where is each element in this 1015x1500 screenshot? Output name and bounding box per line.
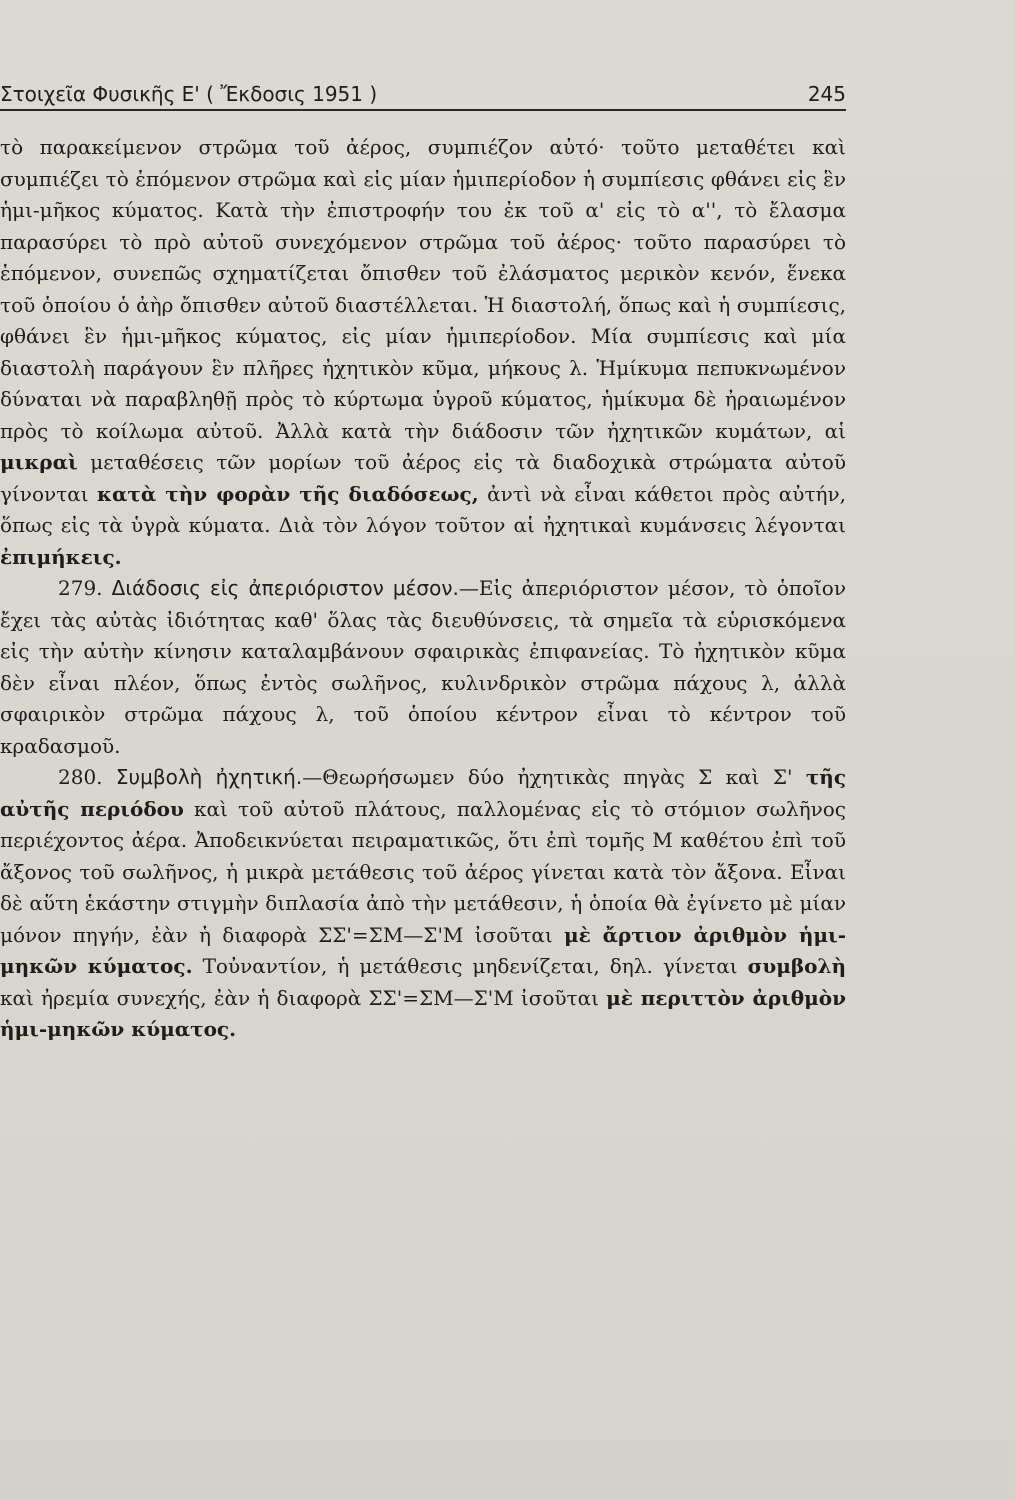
text-run: ἀντὶ νὰ εἶναι κάθετοι πρὸς αὐτήν, ὅπως εἰς τὰ ὑγρὰ κύματα. Διὰ τὸν λόγον τοῦτον αἱ ἠχητικαὶ κυμάνσεις λέγονται [0,481,847,537]
bold-term: μὲ ἄρτιον ἀριθμὸν ἡμι-μηκῶν κύματος. [0,922,847,978]
bold-term: μὲ περιττὸν ἀριθμὸν ἡμι-μηκῶν κύματος. [0,985,847,1041]
text-run: —Θεωρήσωμεν δύο ἠχητικὰς πηγὰς Σ καὶ Σ' [302,765,793,789]
bold-term: ἐπιμήκεις. [0,544,122,569]
text-run: μεταθέσεις τῶν μορίων τοῦ ἀέρος εἰς τὰ διαδοχικὰ στρώματα αὐτοῦ γίνονται [0,450,847,506]
bold-term: κατὰ τὴν φορὰν τῆς διαδόσεως, [97,481,479,506]
bold-term: μικραὶ [0,450,78,474]
text-run: Τοὐναντίον, ἡ μετάθεσις μηδενίζεται, δηλ. γίνεται [202,954,738,978]
bold-term: συμβολὴ [747,954,847,978]
section-number: 280. [58,765,103,789]
section-279 [0,573,846,762]
section-280 [0,762,846,1046]
header-rule [0,109,846,111]
running-header [0,72,846,106]
paragraph-continuation [0,132,846,573]
section-number: 279. [58,576,103,600]
text-run: τὸ παρακείμενον στρῶμα τοῦ ἀέρος, συμπιέζον αὐτό· τοῦτο μεταθέτει καὶ συμπιέζει τὸ ἑπόμενον στρῶμα καὶ εἰς μίαν ἡμιπερίοδον ἡ συμπίεσις φθάνει εἰς ἓν ἡμι-μῆκος κύματος. Κατὰ τὴν ἐπιστροφήν του ἐκ τοῦ α' εἰς τὸ α'', τὸ ἔλασμα παρασύρει τὸ πρὸ αὐτοῦ συνεχόμενον στρῶμα τοῦ ἀέρος· τοῦτο παρασύρει τὸ ἑπόμενον, συνεπῶς σχηματίζεται ὄπισθεν τοῦ ἐλάσματος μερικὸν κενόν, ἕνεκα τοῦ ὁποίου ὁ ἀὴρ ὄπισθεν αὐτοῦ διαστέλλεται. Ἡ διαστολή, ὅπως καὶ ἡ συμπίεσις, φθάνει ἓν ἡμι-μῆκος κύματος, εἰς μίαν ἡμιπερίοδον. Μία συμπίεσις καὶ μία διαστολὴ παράγουν ἓν πλῆρες ἠχητικὸν κῦμα, μήκους λ. Ἡμίκυμα πεπυκνωμένον δύναται νὰ παραβληθῇ πρὸς τὸ κύρτωμα ὑγροῦ κύματος, ἡμίκυμα δὲ ἠραιωμένον πρὸς τὸ κοίλωμα αὐτοῦ. Ἀλλὰ κατὰ τὴν διάδοσιν τῶν ἠχητικῶν κυμάτων, αἱ [0,135,846,443]
page-number: 245 [807,82,846,106]
text-run: καὶ τοῦ αὐτοῦ πλάτους, παλλομένας εἰς τὸ στόμιον σωλῆνος περιέχοντος ἀέρα. Ἀποδεικνύεται πειραματικῶς, ὅτι ἐπὶ τομῆς Μ καθέτου ἐπὶ τοῦ ἄξονος τοῦ σωλῆνος, ἡ μικρὰ μετάθεσις τοῦ ἀέρος γίνεται κατὰ τὸν ἄξονα. Εἶναι δὲ αὕτη ἑκάστην στιγμὴν διπλασία ἀπὸ τὴν μετάθεσιν, ἡ ὁποία θὰ ἐγίνετο μὲ μίαν μόνον πηγήν, ἐὰν ἡ διαφορὰ ΣΣ'=ΣΜ—Σ'Μ ἰσοῦται [0,796,847,947]
section-title: Συμβολὴ ἠχητική. [115,765,303,789]
running-title: Στοιχεῖα Φυσικῆς Ε' ( Ἔκδοσις 1951 ) [0,82,378,106]
section-title: Διάδοσις εἰς ἀπεριόριστον μέσον. [111,576,459,600]
page-body [0,132,846,1046]
text-run: καὶ ἠρεμία συνεχής, ἐὰν ἡ διαφορὰ ΣΣ'=ΣΜ—Σ'Μ ἰσοῦται [0,985,599,1010]
section-text: —Εἰς ἀπεριόριστον μέσον, τὸ ὁποῖον ἔχει τὰς αὐτὰς ἰδιότητας καθ' ὅλας τὰς διευθύνσεις, τὰ σημεῖα τὰ εὑρισκόμενα εἰς τὴν αὐτὴν κίνησιν καταλαμβάνουν σφαιρικὰς ἐπιφανείας. Τὸ ἠχητικὸν κῦμα δὲν εἶναι πλέον, ὅπως ἐντὸς σωλῆνος, κυλινδρικὸν στρῶμα πάχους λ, ἀλλὰ σφαιρικὸν στρῶμα πάχους λ, τοῦ ὁποίου κέντρον εἶναι τὸ κέντρον τοῦ κραδασμοῦ. [0,576,846,758]
bold-term: τῆς αὐτῆς περιόδου [0,765,847,821]
